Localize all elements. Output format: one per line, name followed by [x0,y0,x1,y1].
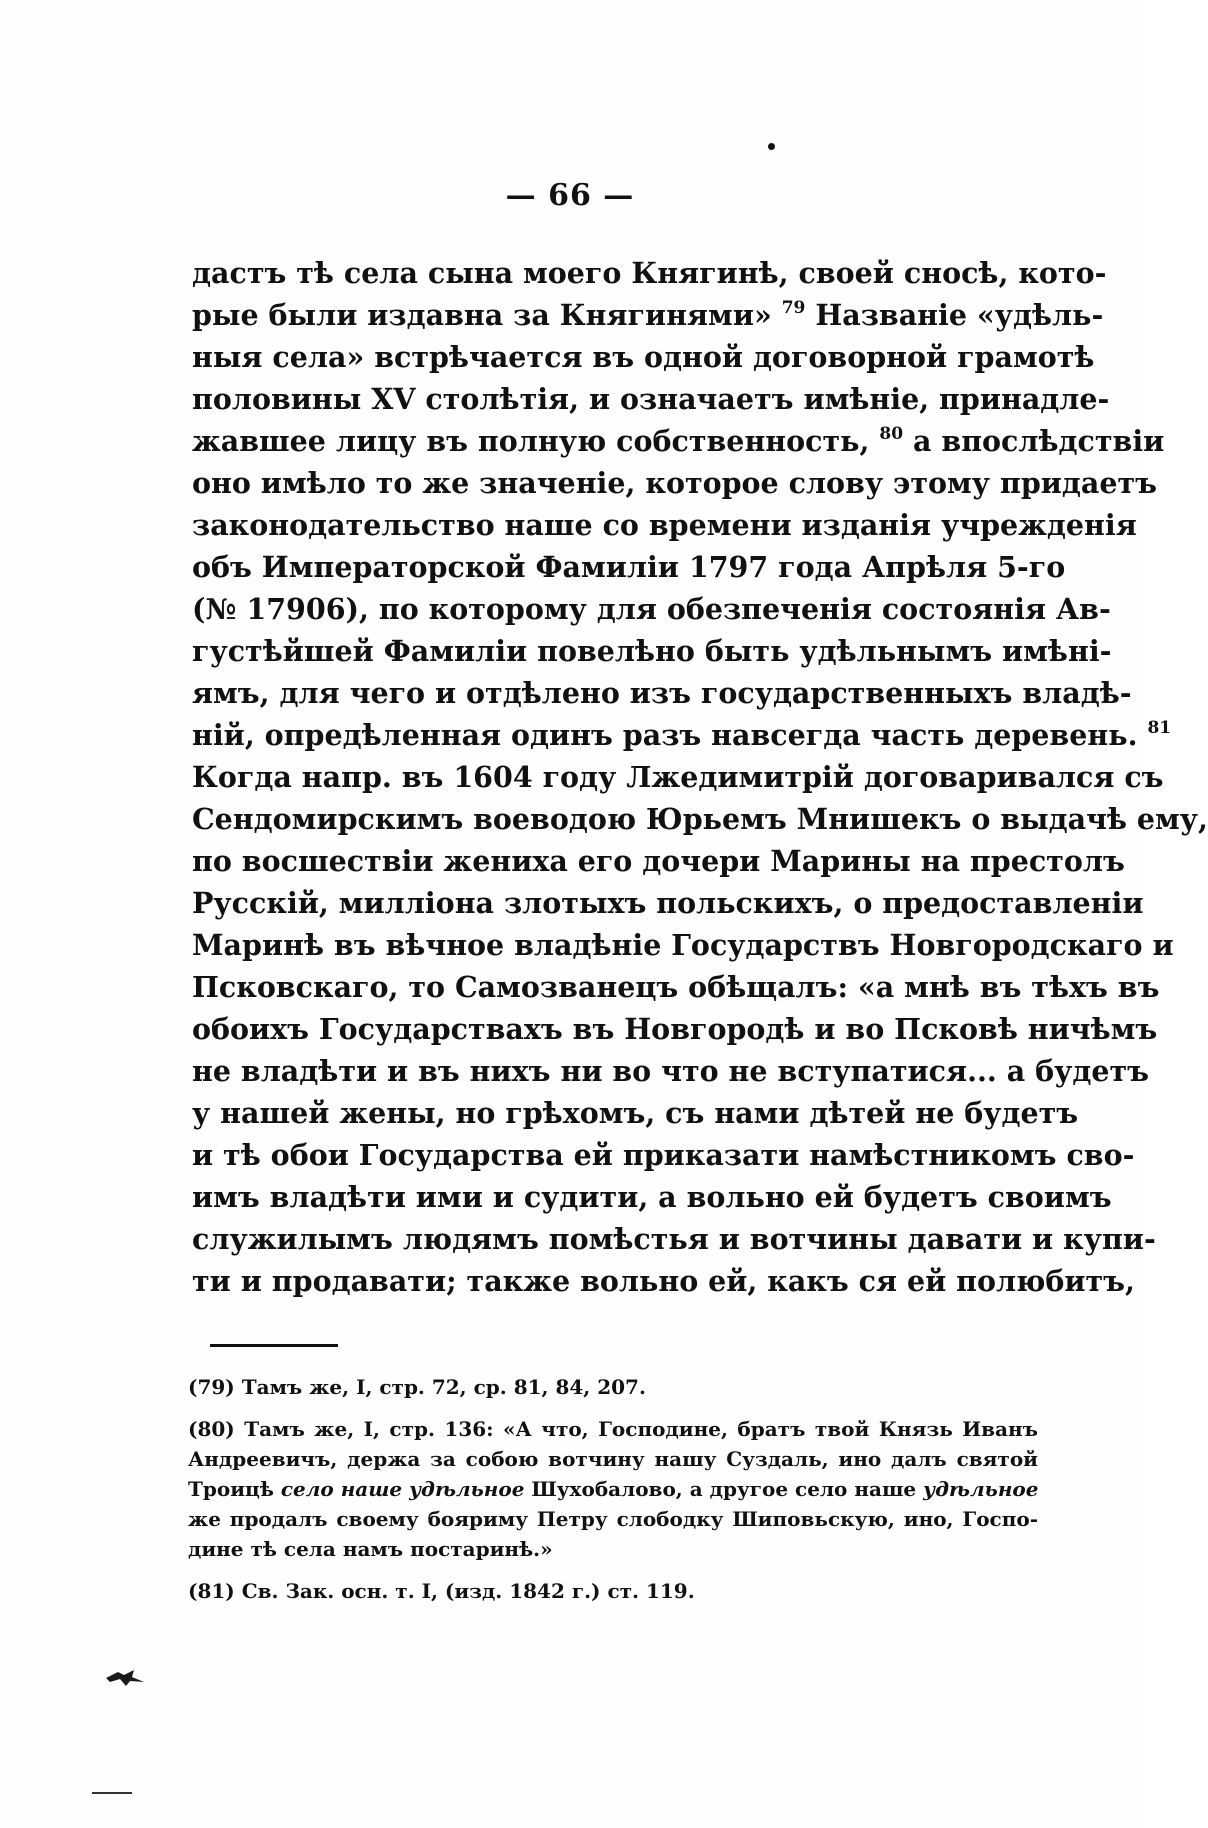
text-line: оно имѣло то же значеніе, которое слову этому придаетъ [192,466,1158,500]
text-line: Псковскаго, то Самозванецъ обѣщалъ: «а мнѣ въ тѣхъ въ [192,970,1160,1004]
text-line: Сендомирскимъ воеводою Юрьемъ Мнишекъ о выдачѣ ему, [192,802,1208,836]
text-line: служилымъ людямъ помѣстья и вотчины давати и купи- [192,1222,1156,1256]
footnotes [188,1372,1038,1606]
footnote-ref[interactable]: 80 [879,424,904,444]
text-line: не владѣти и въ нихъ ни во что не вступатися... а будетъ [192,1054,1150,1088]
footnote-80: (80) Тамъ же, I, стр. 136: «А что, Господине, братъ твой Князь Иванъ Андреевичъ, держа за собою вотчину нашу Суздаль, ино далъ святой Троицѣ село наше удѣльное Шухобалово, а другое село наше удѣльное же продалъ своему бояриму Петру слободку Шиповьскую, ино, Госпо- дине тѣ села намъ постаринѣ.» [188,1417,1039,1561]
footnote-ref[interactable]: 79 [781,298,806,318]
text-line: ти и продавати; также вольно ей, какъ ся ей полюбитъ, [192,1264,1135,1298]
text-line: половины XV столѣтія, и означаетъ имѣніе, принадле- [192,382,1110,416]
text-line: обоихъ Государствахъ въ Новгородѣ и во Псковѣ ничѣмъ [192,1012,1158,1046]
text-line: густѣйшей Фамиліи повелѣно быть удѣльнымъ имѣні- [192,634,1112,668]
text-line: имъ владѣти ими и судити, а вольно ей будетъ своимъ [192,1180,1112,1214]
page-number: — 66 — [505,178,635,213]
footnote-ref[interactable]: 81 [1147,718,1172,738]
text-line: жавшее лицу въ полную собственность, $^{80}$ а впослѣдствіи [192,424,1165,458]
text-line: Русскій, милліона злотыхъ польскихъ, о предоставленіи [192,886,1144,920]
edge-mark [92,1792,132,1794]
text-line: (№ 17906), по которому для обезпеченія состоянія Ав- [192,592,1111,626]
text-line: и тѣ обои Государства ей приказати намѣстникомъ сво- [192,1138,1135,1172]
ink-speck [768,143,775,150]
text-line: ямъ, для чего и отдѣлено изъ государственныхъ владѣ- [192,676,1132,710]
text-line: Маринѣ въ вѣчное владѣніе Государствъ Новгородскаго и [192,928,1174,962]
text-line: ныя села» встрѣчается въ одной договорной грамотѣ [192,340,1095,374]
text-line: по восшествіи жениха его дочери Марины на престолъ [192,844,1125,878]
text-line: объ Императорской Фамиліи 1797 года Апрѣля 5-го [192,550,1066,584]
text-line: ній, опредѣленная одинъ разъ навсегда часть деревень. $^{81}$ [192,718,1172,752]
text-line: Когда напр. въ 1604 году Лжедимитрій договаривался съ [192,760,1164,794]
footnote-81: (81) Св. Зак. осн. т. I, (изд. 1842 г.) ст. 119. [188,1579,695,1603]
footnote-79: (79) Тамъ же, I, стр. 72, ср. 81, 84, 207. [188,1375,646,1399]
main-text [192,252,1208,1302]
footnote-separator [210,1344,338,1347]
text-line: у нашей жены, но грѣхомъ, съ нами дѣтей не будетъ [192,1096,1079,1130]
ink-blot-mark [104,1666,146,1688]
text-line: рые были издавна за Княгинями» $^{79}$ Названіе «удѣль- [192,298,1104,332]
text-line: законодательство наше со времени изданія учрежденія [192,508,1137,542]
text-line: дастъ тѣ села сына моего Княгинѣ, своей сносѣ, кото- [192,256,1107,290]
